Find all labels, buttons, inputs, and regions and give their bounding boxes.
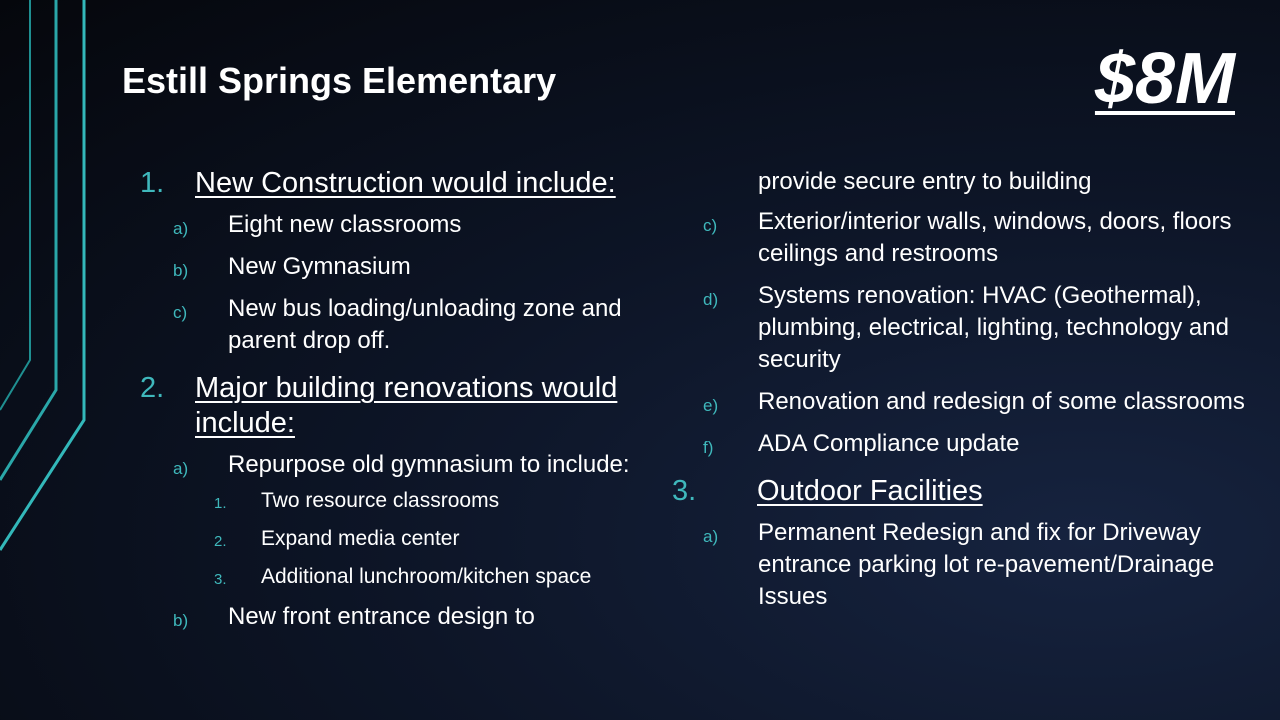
- item-letter: a): [703, 527, 719, 546]
- item-text: New bus loading/unloading zone and parent drop off.: [228, 295, 622, 354]
- continued-text: provide secure entry to building: [758, 168, 1092, 195]
- sub-item-text: Expand media center: [261, 527, 460, 550]
- slide-title: Estill Springs Elementary: [122, 60, 557, 101]
- section-heading: Major building renovations would include:: [195, 372, 618, 439]
- section-heading: New Construction would include:: [195, 167, 616, 199]
- section-new-construction: [140, 166, 680, 201]
- sub-item-text: Two resource classrooms: [261, 489, 500, 512]
- section-number: 3.: [672, 475, 697, 507]
- item-letter: a): [173, 219, 189, 238]
- list-item: [140, 601, 680, 633]
- item-letter: a): [173, 459, 189, 478]
- section-outdoor-facilities: [672, 474, 1260, 509]
- item-letter: b): [173, 611, 189, 630]
- sub-item-number: 1.: [214, 495, 227, 512]
- item-letter: d): [703, 290, 719, 309]
- list-item: [140, 449, 680, 481]
- item-letter: f): [703, 438, 714, 457]
- item-text: Permanent Redesign and fix for Driveway entrance parking lot re-pavement/Drainage Issues: [758, 519, 1215, 610]
- sub-item-number: 2.: [214, 533, 227, 550]
- list-item: [700, 386, 1260, 418]
- section-major-renovations: [140, 371, 680, 441]
- list-item: [140, 251, 680, 283]
- list-item: [700, 428, 1260, 460]
- item-text: Exterior/interior walls, windows, doors, floors ceilings and restrooms: [758, 208, 1232, 267]
- sub-item-text: Additional lunchroom/kitchen space: [261, 565, 592, 588]
- list-item: [700, 206, 1260, 270]
- item-text: New Gymnasium: [228, 253, 411, 280]
- item-text: Systems renovation: HVAC (Geothermal), plumbing, electrical, lighting, technology and security: [758, 282, 1229, 373]
- list-item: [700, 280, 1260, 376]
- sub-item-number: 3.: [214, 571, 227, 588]
- item-letter: c): [703, 216, 718, 235]
- section-heading: Outdoor Facilities: [757, 475, 983, 507]
- decorative-lines: [0, 0, 100, 720]
- list-item: [700, 517, 1260, 613]
- list-item: [140, 209, 680, 241]
- right-column: [672, 166, 1260, 623]
- left-column: [140, 166, 680, 643]
- sub-list-item: [140, 525, 680, 553]
- item-text: ADA Compliance update: [758, 430, 1020, 457]
- section-number: 1.: [140, 167, 165, 199]
- section-number: 2.: [140, 372, 165, 404]
- item-letter: b): [173, 261, 189, 280]
- item-letter: e): [703, 396, 719, 415]
- item-text: Eight new classrooms: [228, 211, 462, 238]
- sub-list-item: [140, 563, 680, 591]
- list-item: [140, 293, 680, 357]
- item-text: Renovation and redesign of some classrooms: [758, 388, 1245, 415]
- sub-list-item: [140, 487, 680, 515]
- item-text: Repurpose old gymnasium to include:: [228, 451, 630, 478]
- price-label: $8M: [1094, 39, 1235, 119]
- item-text: New front entrance design to: [228, 603, 535, 630]
- item-letter: c): [173, 303, 188, 322]
